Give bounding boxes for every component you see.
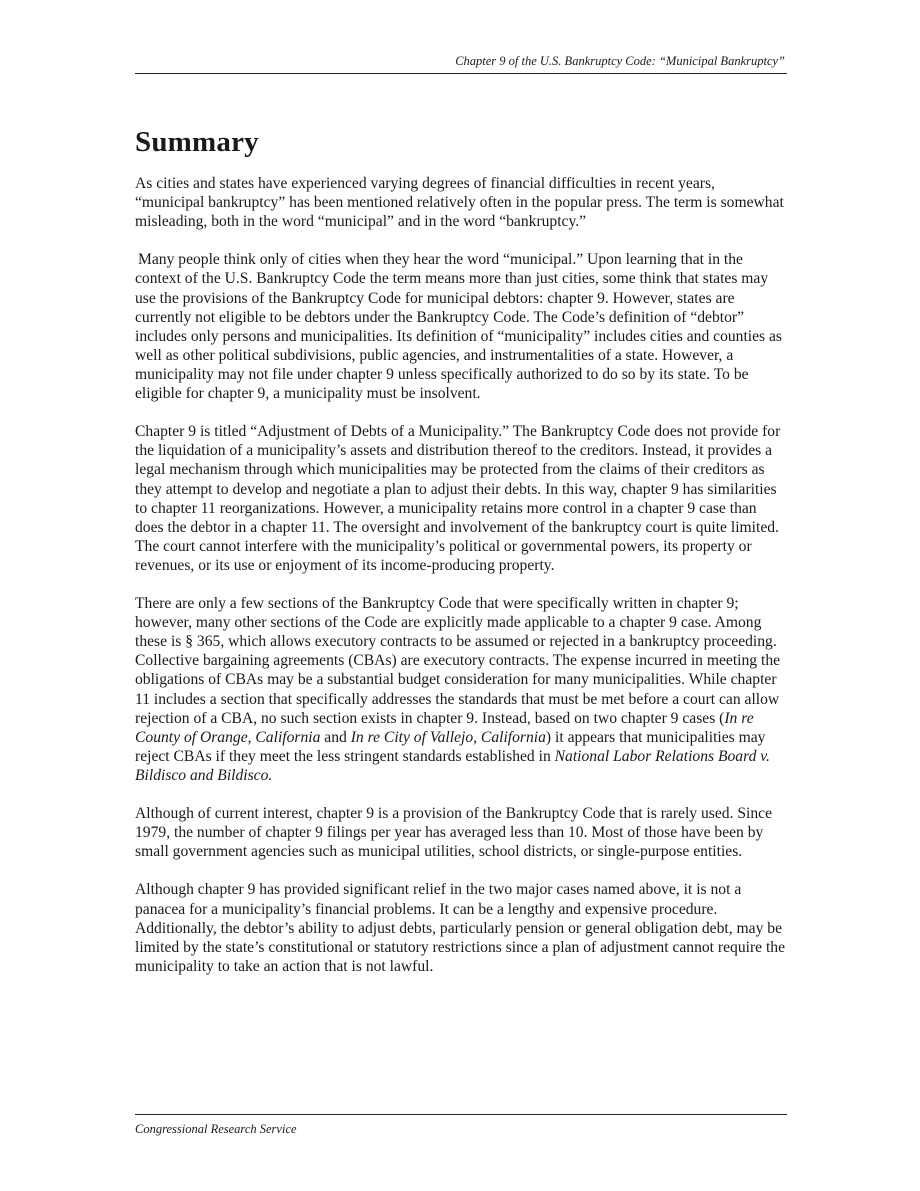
- running-header: [135, 54, 787, 74]
- footer-organization: Congressional Research Service: [135, 1122, 297, 1136]
- page-footer: [135, 1114, 787, 1136]
- paragraph-6: Although chapter 9 has provided significant relief in the two major cases named above, it is not a panacea for a municipality’s financial problems. It can be a lengthy and expensive procedure. Additionally, the debtor’s ability to adjust debts, particularly pension or general obligation debt, may be limited by the state’s constitutional or statutory restrictions since a plan of adjustment cannot require the municipality to take an action that is not lawful.: [135, 881, 786, 975]
- case-name-bildisco: National Labor Relations Board v. Bildisco and Bildisco.: [135, 747, 770, 784]
- case-name-orange: In re County of Orange, California: [135, 709, 754, 746]
- paragraph-4-text-a: There are only a few sections of the Bankruptcy Code that were specifically written in chapter 9; however, many other sections of the Code are explicitly made applicable to a chapter 9 case. Among these is § 365, which allows executory contracts to be assumed or rejected in a bankruptcy proceeding. Collective bargaining agreements (CBAs) are executory contracts. The expense incurred in meeting the obligations of CBAs may be a substantial budget consideration for many municipalities. While chapter 11 includes a section that specifically addresses the standards that must be met before a court can allow rejection of a CBA, no such section exists in chapter 9. Instead, based on two chapter 9 cases (: [135, 595, 781, 727]
- paragraph-4-text-b: ) it appears that municipalities may reject CBAs if they meet the less stringent standards established in: [135, 728, 766, 765]
- section-title: Summary: [135, 126, 259, 158]
- case-name-vallejo: In re City of Vallejo, California: [350, 728, 546, 746]
- paragraph-4-conjunction: and: [320, 728, 351, 746]
- paragraph-5: Although of current interest, chapter 9 is a provision of the Bankruptcy Code that is rarely used. Since 1979, the number of chapter 9 filings per year has averaged less than 10. Most of those have been by small government agencies such as municipal utilities, school districts, or single-purpose entities.: [135, 805, 773, 861]
- paragraph-3: Chapter 9 is titled “Adjustment of Debts of a Municipality.” The Bankruptcy Code does not provide for the liquidation of a municipality’s assets and distribution thereof to the creditors. Instead, it provides a legal mechanism through which municipalities may be protected from the claims of their creditors as they attempt to develop and negotiate a plan to adjust their debts. In this way, chapter 9 has similarities to chapter 11 reorganizations. However, a municipality retains more control in a chapter 9 case than does the debtor in a chapter 11. The oversight and involvement of the bankruptcy court is quite limited. The court cannot interfere with the municipality’s political or governmental powers, its property or revenues, or its use or enjoyment of its income-producing property.: [135, 423, 781, 574]
- paragraph-2: Many people think only of cities when they hear the word “municipal.” Upon learning that in the context of the U.S. Bankruptcy Code the term means more than just cities, some think that states may use the provisions of the Bankruptcy Code for municipal debtors: chapter 9. However, states are currently not eligible to be debtors under the Bankruptcy Code. The Code’s definition of “debtor” includes only persons and municipalities. Its definition of “municipality” includes cities and counties as well as other political subdivisions, public agencies, and instrumentalities of a state. However, a municipality may not file under chapter 9 unless specifically authorized to do so by its state. To be eligible for chapter 9, a municipality must be insolvent.: [135, 251, 782, 403]
- paragraph-4: [135, 594, 787, 785]
- running-header-title: Chapter 9 of the U.S. Bankruptcy Code: “Municipal Bankruptcy”: [455, 54, 785, 68]
- summary-body: [135, 174, 787, 995]
- paragraph-1: As cities and states have experienced varying degrees of financial difficulties in recent years, “municipal bankruptcy” has been mentioned relatively often in the popular press. The term is somewhat misleading, both in the word “municipal” and in the word “bankruptcy.”: [135, 175, 784, 231]
